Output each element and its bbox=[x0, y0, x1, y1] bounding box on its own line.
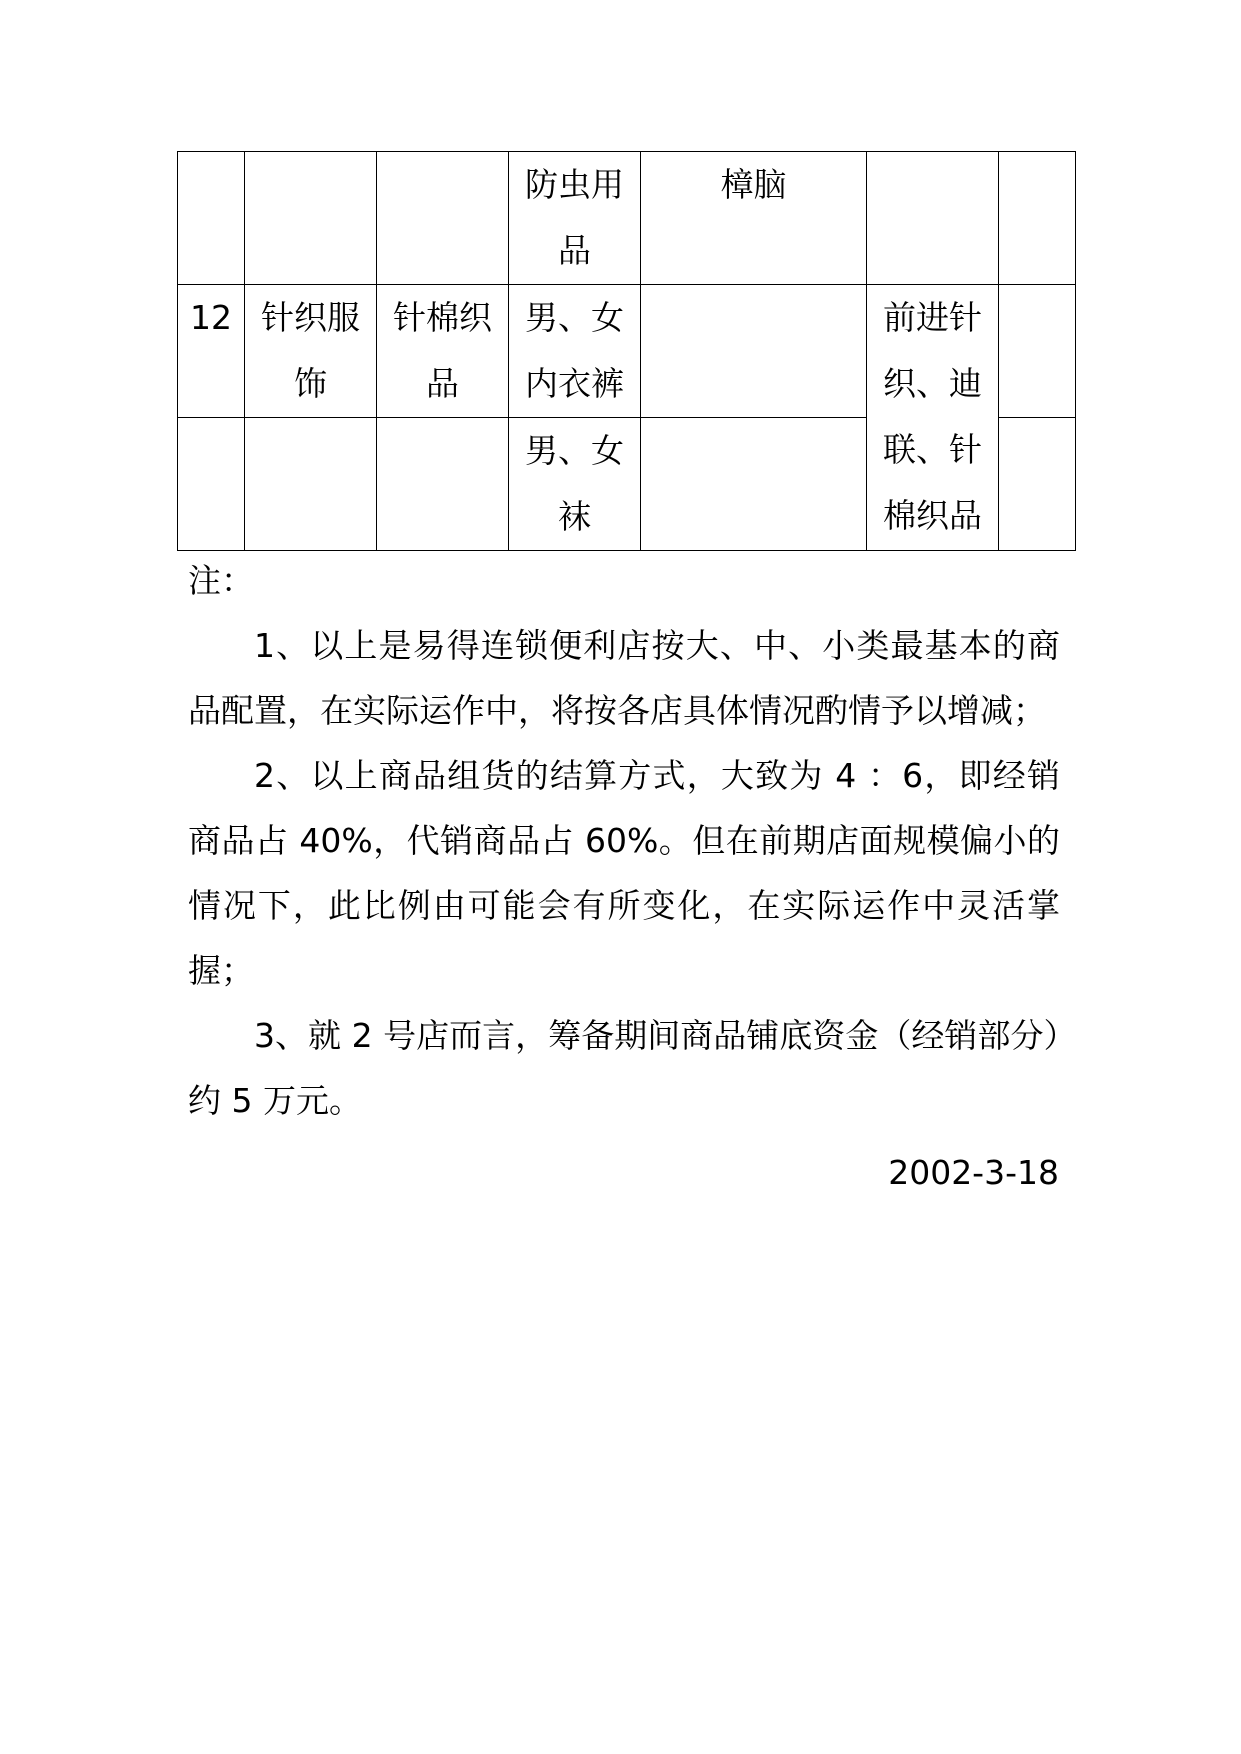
note-item-1: 1、以上是易得连锁便利店按大、中、小类最基本的商品配置，在实际运作中，将按各店具体情况酌情予以增减； bbox=[188, 626, 1060, 730]
notes-section bbox=[188, 548, 1060, 1133]
major-category-cell: 针织服饰 bbox=[245, 285, 377, 418]
document-date: 2002-3-18 bbox=[888, 1153, 1059, 1192]
major-category-cell bbox=[245, 418, 377, 551]
product-cell: 樟脑 bbox=[641, 152, 867, 285]
remark-cell bbox=[999, 285, 1076, 418]
note-item-3: 3、就 2 号店而言，筹备期间商品铺底资金（经销部分）约 5 万元。 bbox=[188, 1016, 1060, 1120]
table-row bbox=[178, 152, 1076, 285]
sub-category-cell: 防虫用品 bbox=[509, 152, 641, 285]
supplier-cell: 前进针织、迪联、针棉织品 bbox=[867, 285, 999, 551]
row-number-cell bbox=[178, 152, 245, 285]
goods-table bbox=[177, 151, 1076, 551]
mid-category-cell bbox=[377, 152, 509, 285]
row-number-cell bbox=[178, 418, 245, 551]
notes-heading: 注： bbox=[188, 561, 254, 600]
remark-cell bbox=[999, 418, 1076, 551]
sub-category-cell: 男、女内衣裤 bbox=[509, 285, 641, 418]
mid-category-cell: 针棉织品 bbox=[377, 285, 509, 418]
product-cell bbox=[641, 418, 867, 551]
supplier-cell bbox=[867, 152, 999, 285]
product-cell bbox=[641, 285, 867, 418]
sub-category-cell: 男、女袜 bbox=[509, 418, 641, 551]
note-item-2: 2、以上商品组货的结算方式，大致为 4 ：6，即经销商品占 40%，代销商品占 60%。但在前期店面规模偏小的情况下，此比例由可能会有所变化，在实际运作中灵活掌握； bbox=[188, 756, 1060, 990]
remark-cell bbox=[999, 152, 1076, 285]
mid-category-cell bbox=[377, 418, 509, 551]
table-row bbox=[178, 285, 1076, 418]
row-number-cell: 12 bbox=[178, 285, 245, 418]
major-category-cell bbox=[245, 152, 377, 285]
